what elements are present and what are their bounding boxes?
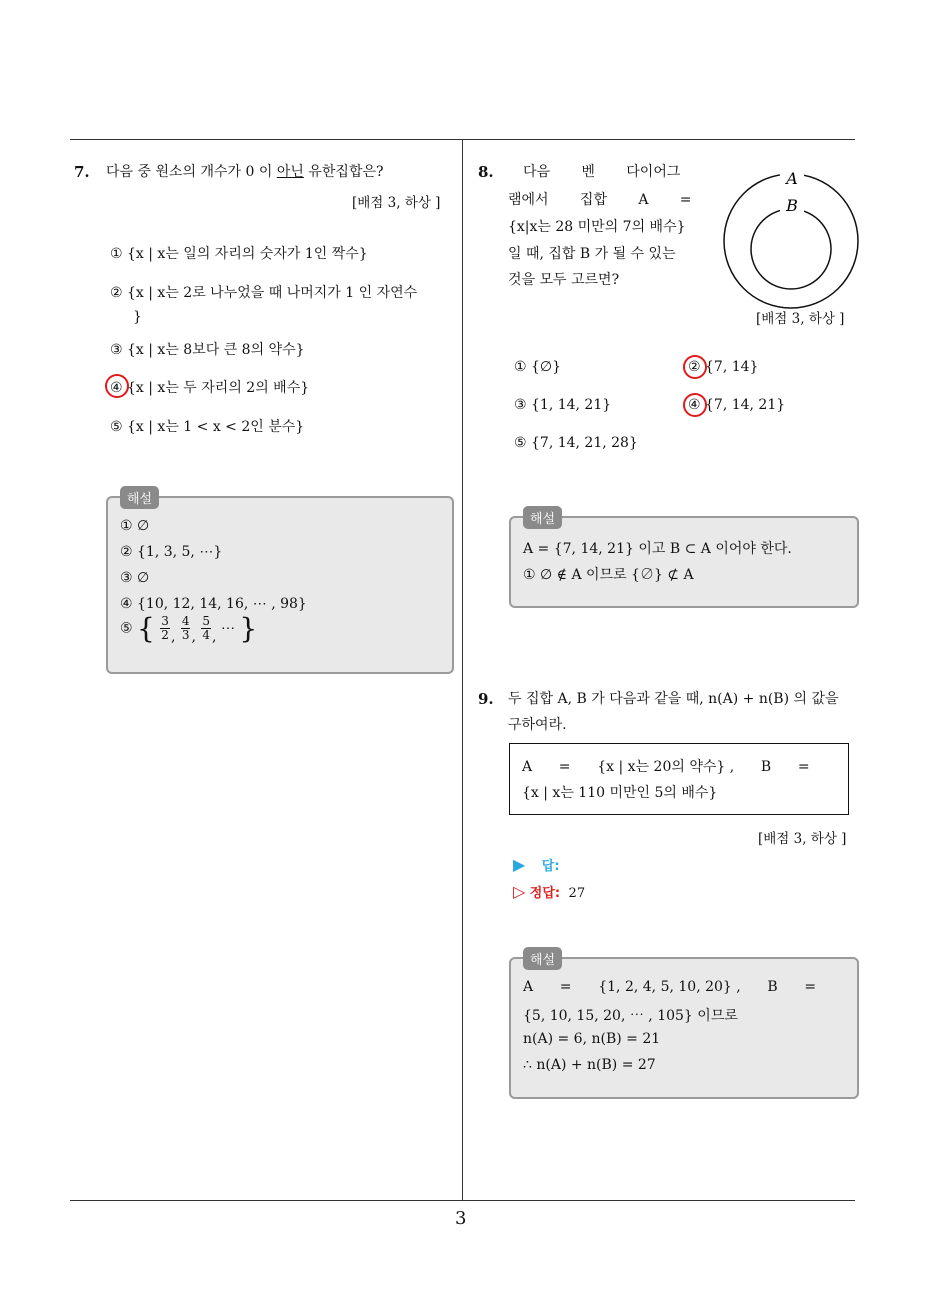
q7-choice-2[interactable]: ② {x | x는 2로 나누었을 때 나머지가 1 인 자연수 [110,285,418,301]
q7-solution-line: ① ∅ [120,518,150,534]
q8-line-1: 다음 벤 다이어그 [523,164,681,180]
q7-question-text [106,158,384,186]
q7-text-underlined: 아닌 [276,164,304,180]
correct-value: 27 [568,886,586,901]
q8-solution-tag: 해설 [523,506,562,529]
q8-number: 8. [478,163,494,181]
brace-close: } [239,612,258,645]
q9-answer-row[interactable] [513,855,560,874]
q8-choice-3[interactable]: ③ {1, 14, 21} [514,397,612,413]
q7-choice-5[interactable]: ⑤ {x | x는 1 < x < 2인 분수} [110,419,305,435]
q7-text-after: 유한집합은? [303,164,384,180]
q7-solution-line: ③ ∅ [120,570,150,586]
q9-given-line-2: {x | x는 110 미만인 5의 배수} [522,785,718,801]
fraction: $\frac{3}{2}$ [161,614,169,642]
q8-solution-box [509,512,859,608]
venn-diagram [718,168,864,314]
q7-number: 7. [74,163,90,181]
q9-given-box [509,743,849,815]
q7-solution-box [106,492,454,674]
q9-number: 9. [478,690,494,708]
q9-solution-line: {5, 10, 15, 20, ⋯ , 105} 이므로 [523,1008,738,1024]
column-divider [462,139,463,1201]
q8-line-4: 일 때, 집합 B 가 될 수 있는 [508,246,676,262]
q9-solution-line: A = {1, 2, 4, 5, 10, 20} , B = [523,979,817,995]
q9-solution-line: ∴ n(A) + n(B) = 27 [523,1057,656,1073]
q7-score-meta: [배점 3, 하상 ] [352,195,441,211]
venn-label-b: B [786,196,798,215]
q9-correct-row [513,882,585,901]
q7-choice-2-cont: } [133,309,142,325]
q9-given-line-1: A = {x | x는 20의 약수} , B = [522,759,810,775]
answer-label: 답: [541,859,560,874]
q8-choice-1[interactable]: ① {∅} [514,359,562,375]
q7-choice-1[interactable]: ① {x | x는 일의 자리의 숫자가 1인 짝수} [110,246,368,262]
q9-line-1: 두 집합 A, B 가 다음과 같을 때, n(A) + n(B) 의 값을 [508,691,839,707]
brace-open: { [137,612,155,645]
q8-solution-line: ① ∅ ∉ A 이므로 {∅} ⊄ A [523,567,694,583]
q8-line-3: {x|x는 28 미만의 7의 배수} [508,219,686,235]
play-outline-icon: ▷ [513,882,526,901]
venn-label-a: A [786,169,798,188]
q8-choice-5[interactable]: ⑤ {7, 14, 21, 28} [514,435,638,451]
q8-choice-2[interactable]: ② {7, 14} [688,359,759,375]
q8-choice-4[interactable]: ④ {7, 14, 21} [688,397,786,413]
q7-solution-tag: 해설 [120,486,159,509]
q8-line-5: 것을 모두 고르면? [508,272,620,288]
fraction: $\frac{5}{4}$ [202,614,211,642]
q9-solution-box [509,953,859,1099]
q7-choice-4[interactable]: ④ {x | x는 두 자리의 2의 배수} [110,380,310,396]
fraction: $\frac{4}{3}$ [181,614,190,642]
q7-text-before: 다음 중 원소의 개수가 0 이 [106,164,277,180]
q9-solution-tag: 해설 [523,947,562,970]
q7-choice-3[interactable]: ③ {x | x는 8보다 큰 8의 약수} [110,342,305,358]
q9-line-2: 구하여라. [508,717,567,733]
page-number: 3 [455,1208,467,1229]
q8-line-2: 램에서 집합 A = [508,192,692,208]
q8-solution-line: A = {7, 14, 21} 이고 B ⊂ A 이어야 한다. [523,541,792,557]
ellipsis: ⋯ [220,620,235,637]
correct-label: 정답: [529,886,561,901]
q9-solution-line: n(A) = 6, n(B) = 21 [523,1031,661,1047]
q7-solution-line: ④ {10, 12, 14, 16, ⋯ , 98} [120,596,307,612]
q9-score-meta: [배점 3, 하상 ] [758,831,847,847]
q7-solution-5-label: ⑤ [120,620,133,637]
q7-solution-line-5: ⑤ { $\frac{3}{2}$ , $\frac{4}{3}$ , $\frac{5}{4}$ , ⋯ } [120,612,258,645]
q7-solution-line: ② {1, 3, 5, ⋯} [120,544,223,560]
q8-score-meta: [배점 3, 하상 ] [756,311,845,327]
play-filled-icon: ▶ [513,855,526,874]
